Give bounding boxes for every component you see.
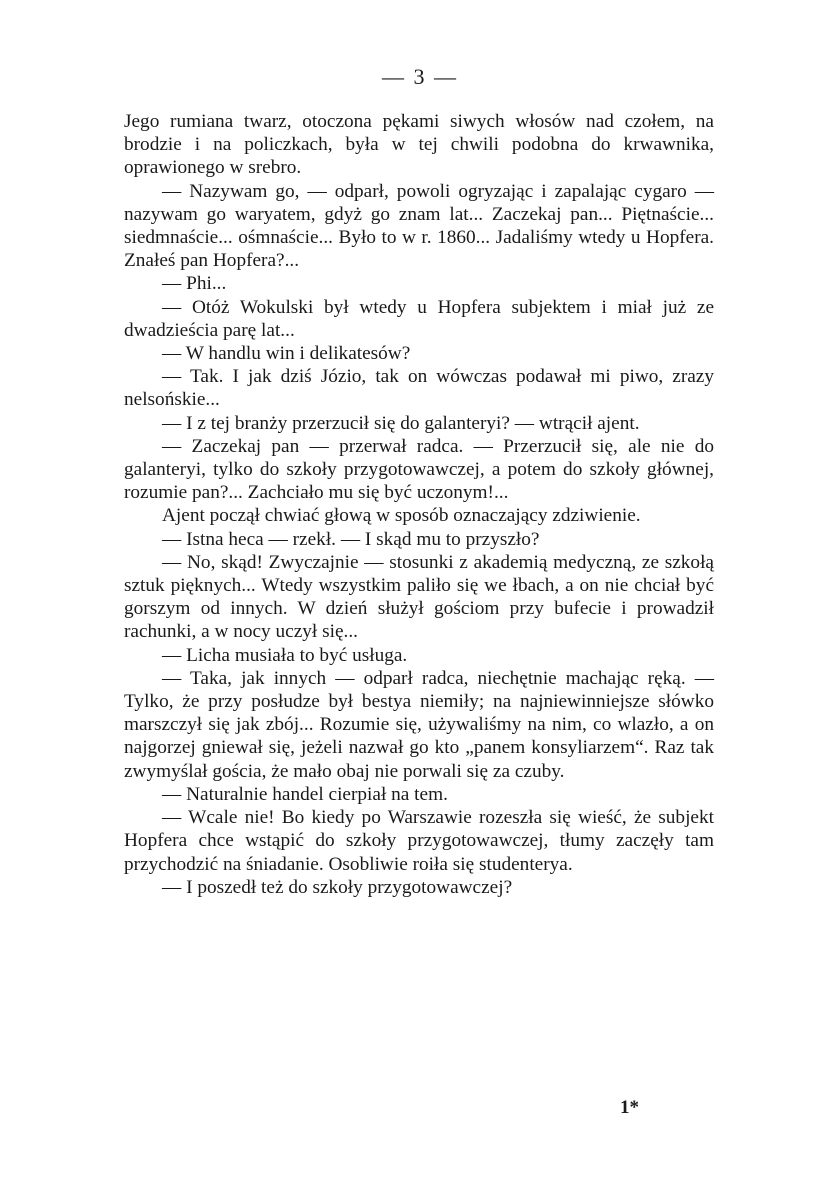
paragraph: — I poszedł też do szkoły przygotowawczej? [162,876,513,898]
paragraph: Jego rumiana twarz, otoczona pękami siwych włosów nad czołem, na brodzie i na policzkach, była w tej chwili podobna do krwawnika, oprawionego w srebro. [124,111,714,179]
paragraph: — Otóż Wokulski był wtedy u Hopfera subjektem i miał już ze dwadzieścia parę lat... [124,296,714,341]
paragraph: — I z tej branży przerzucił się do galanteryi? — wtrącił ajent. [162,412,640,434]
paragraph: — Taka, jak innych — odparł radca, niechętnie machając ręką. — Tylko, że przy posłudze był bestya niemiły; na najniewinniejsze słówko marszczył się jak zbój... Rozumie się, używaliśmy na nim, co wlazło, a on najgorzej gniewał się, jeżeli nazwał go kto „panem konsyliarzem“. Raz tak zwymyślał gościa, że mało obaj nie porwali się za czuby. [124,667,714,782]
paragraph: — Zaczekaj pan — przerwał radca. — Przerzucił się, ale nie do galanteryi, tylko do szkoły przygotowawczej, a potem do szkoły głównej, rozumie pan?... Zachciało mu się być uczonym!... [124,435,714,504]
paragraph: — Wcale nie! Bo kiedy po Warszawie rozeszła się wieść, że subjekt Hopfera chce wstąpić do szkoły przygotowawczej, tłumy zaczęły tam przychodzić na śniadanie. Osobliwie roiła się studenterya. [124,807,714,875]
paragraph: — Istna heca — rzekł. — I skąd mu to przyszło? [162,528,540,550]
paragraph: Ajent począł chwiać głową w sposób oznaczający zdziwienie. [162,505,641,527]
paragraph: — W handlu win i delikatesów? [162,343,411,365]
paragraph: — Tak. I jak dziś Józio, tak on wówczas podawał mi piwo, zrazy nelsońskie... [124,366,714,411]
paragraph: — Licha musiała to być usługa. [162,644,408,666]
paragraph: — Naturalnie handel cierpiał na tem. [162,783,448,805]
page-number-header: — 3 — [382,64,458,89]
printer-signature-mark: 1* [620,1097,639,1118]
paragraph: — Nazywam go, — odparł, powoli ogryzając i zapalając cygaro — nazywam go waryatem, gdyż go znam lat... Zaczekaj pan... Piętnaście... siedmnaście... ośmnaście... Było to w r. 1860... Jadaliśmy wtedy u Hopfera. Znałeś pan Hopfera?... [124,180,714,272]
paragraph: — No, skąd! Zwyczajnie — stosunki z akademią medyczną, ze szkołą sztuk pięknych... Wtedy wszystkim paliło się we łbach, a on nie chciał być gorszym od innych. W dzień służył gościom przy bufecie i prowadził rachunki, a w nocy uczył się... [124,551,714,643]
page-body-text [124,110,714,899]
paragraph: — Phi... [162,273,227,295]
